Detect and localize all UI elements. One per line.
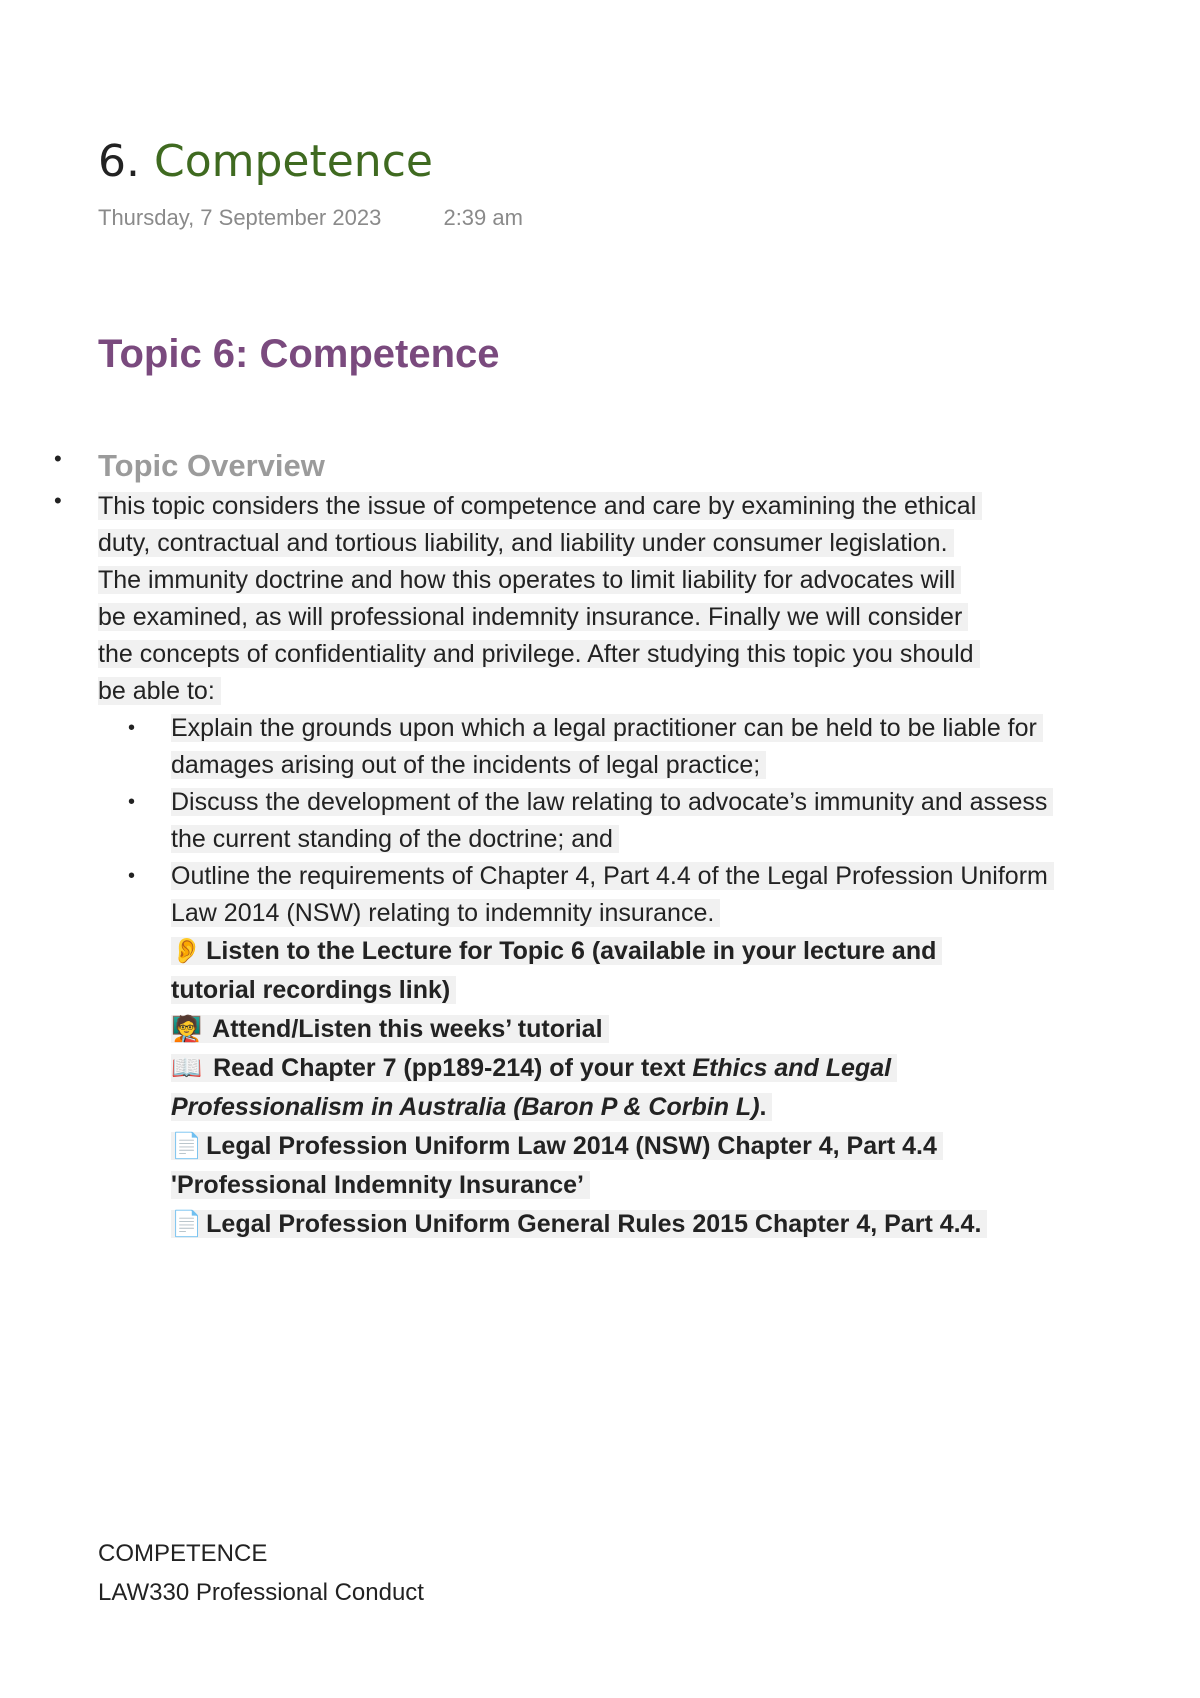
objectives-list — [98, 710, 1061, 932]
topic-heading: Topic 6: Competence — [98, 332, 500, 376]
objective-text: Outline the requirements of Chapter 4, Part 4.4 of the Legal Profession Uniform Law 2014 (NSW) relating to indemnity insurance. — [171, 862, 1054, 927]
footer-section: COMPETENCE — [98, 1540, 268, 1567]
topic-list — [54, 446, 1048, 1244]
resources-block — [98, 932, 1011, 1244]
intro-paragraph: This topic considers the issue of competence and care by examining the ethical duty, contractual and tortious liability, and liability under consumer legislation. The immunity doctrine and how this operates to limit liability for advocates will be examined, as will professional indemnity insurance. Finally we will consider the concepts of confidentiality and privilege. After studying this topic you should be able to: — [98, 492, 982, 705]
bullet-icon: • — [54, 446, 62, 471]
resource-law — [171, 1132, 943, 1199]
resource-reading — [171, 1054, 897, 1121]
objective-item — [128, 858, 1061, 932]
page-date: Thursday, 7 September 2023 — [98, 205, 382, 230]
footer-course: LAW330 Professional Conduct — [98, 1579, 424, 1606]
bullet-icon: • — [54, 488, 62, 513]
bullet-icon: • — [128, 865, 136, 887]
bullet-icon: • — [128, 791, 136, 813]
page-timestamp — [98, 205, 523, 231]
teacher-icon: 🧑‍🏫 — [171, 1015, 203, 1043]
list-item-intro — [54, 488, 1048, 1244]
resource-law-text: Legal Profession Uniform Law 2014 (NSW) Chapter 4, Part 4.4 'Professional Indemnity Insurance’ — [171, 1132, 937, 1199]
title-text: Competence — [153, 136, 433, 187]
page-time: 2:39 am — [443, 205, 523, 230]
objective-item — [128, 784, 1061, 858]
document-icon: 📄 — [171, 1210, 203, 1238]
resource-rules-text: Legal Profession Uniform General Rules 2015 Chapter 4, Part 4.4. — [206, 1210, 982, 1238]
resource-tutorial-text: Attend/Listen this weeks’ tutorial — [212, 1015, 603, 1043]
open-book-icon: 📖 — [171, 1054, 203, 1082]
list-item-overview — [54, 446, 978, 486]
resource-reading-suffix: . — [759, 1093, 767, 1121]
resource-lecture — [171, 937, 942, 1004]
title-number: 6. — [98, 136, 140, 187]
bullet-icon: • — [128, 717, 136, 739]
objective-text: Discuss the development of the law relating to advocate’s immunity and assess the current standing of the doctrine; and — [171, 788, 1053, 853]
overview-label: Topic Overview — [98, 448, 325, 483]
objective-item — [128, 710, 1061, 784]
resource-reading-title: Ethics and Legal Professionalism in Australia (Baron P & Corbin L) — [171, 1054, 892, 1121]
resource-lecture-text: Listen to the Lecture for Topic 6 (available in your lecture and tutorial recordings link) — [171, 937, 937, 1004]
objective-text: Explain the grounds upon which a legal practitioner can be held to be liable for damages arising out of the incidents of legal practice; — [171, 714, 1043, 779]
ear-icon: 👂 — [171, 937, 203, 965]
resource-rules — [171, 1210, 987, 1238]
page-title — [98, 134, 433, 190]
resource-tutorial — [171, 1015, 609, 1043]
resource-reading-prefix: Read Chapter 7 (pp189-214) of your text — [213, 1054, 693, 1082]
document-icon: 📄 — [171, 1132, 203, 1160]
